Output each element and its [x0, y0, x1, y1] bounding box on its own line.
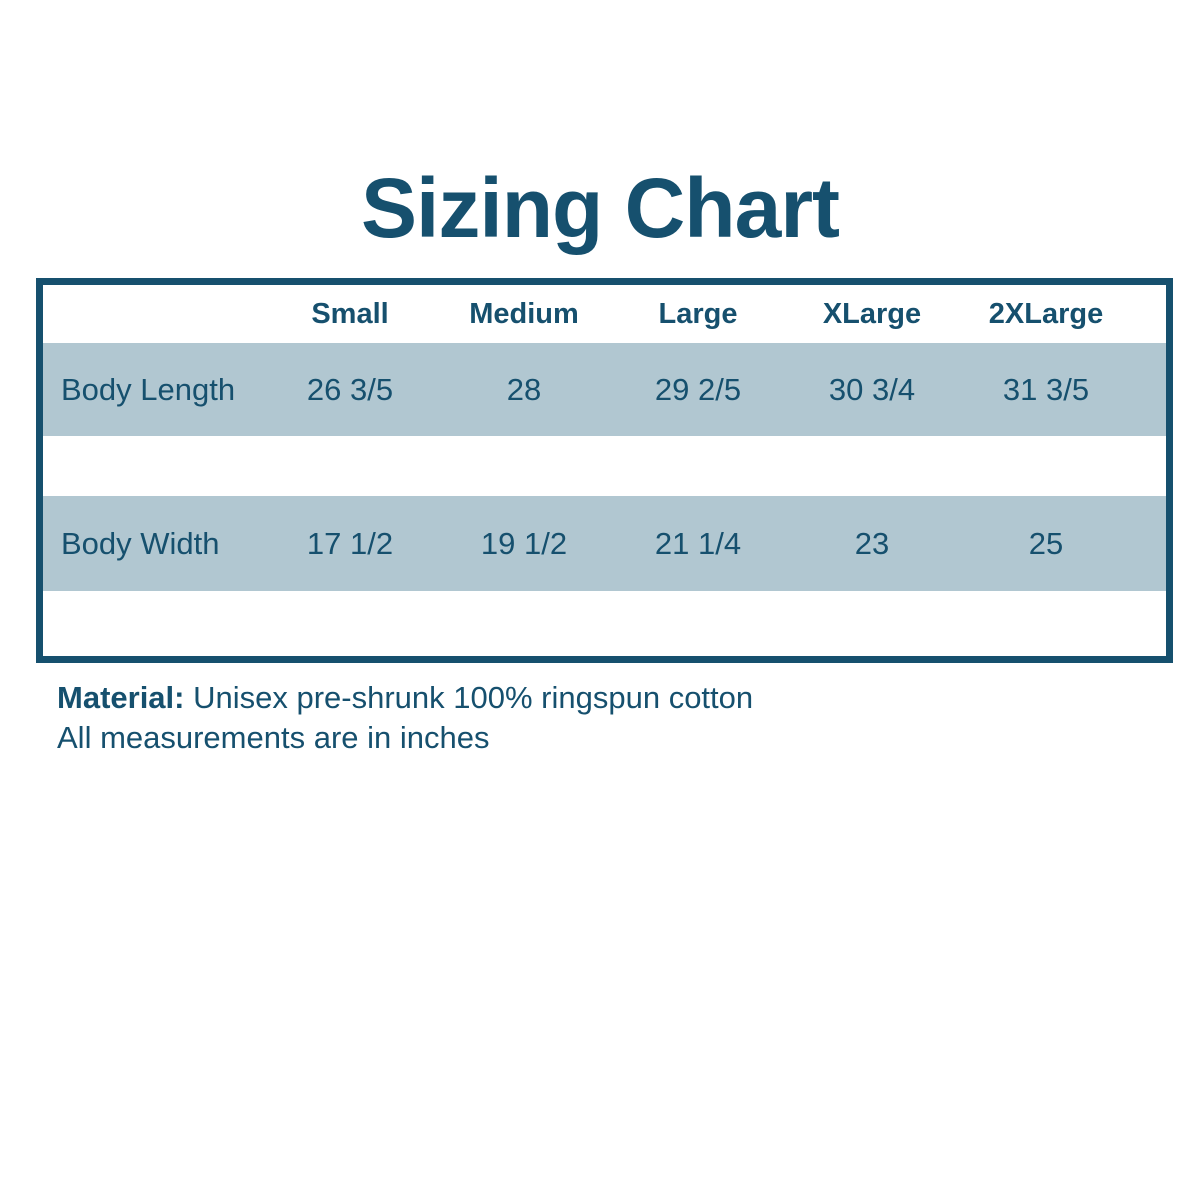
column-header-large: Large	[658, 297, 738, 330]
measurements-note: All measurements are in inches	[57, 720, 490, 755]
column-header-xlarge: XLarge	[822, 297, 922, 330]
body-length-2xlarge: 31 3/5	[1002, 371, 1090, 407]
row-label-body-width: Body Width	[61, 525, 220, 561]
body-length-small: 26 3/5	[306, 371, 394, 407]
table-row-body-length	[43, 343, 1166, 436]
material-value: Unisex pre-shrunk 100% ringspun cotton	[193, 680, 754, 715]
sizing-table	[36, 278, 1173, 663]
row-label-body-length: Body Length	[61, 371, 236, 407]
column-header-medium: Medium	[469, 297, 579, 330]
body-width-small: 17 1/2	[306, 525, 394, 561]
page-title: Sizing Chart	[360, 161, 839, 255]
body-width-xlarge: 23	[854, 525, 890, 561]
notes-block	[57, 678, 753, 758]
body-width-large: 21 1/4	[654, 525, 742, 561]
row-spacer	[43, 591, 1166, 656]
material-note	[57, 680, 753, 715]
column-header-2xlarge: 2XLarge	[988, 297, 1104, 330]
body-width-2xlarge: 25	[1028, 525, 1064, 561]
body-length-large: 29 2/5	[654, 371, 742, 407]
body-length-medium: 28	[506, 371, 542, 407]
column-header-small: Small	[311, 297, 389, 330]
material-label: Material:	[57, 680, 185, 715]
body-width-medium: 19 1/2	[480, 525, 568, 561]
body-length-xlarge: 30 3/4	[828, 371, 916, 407]
size-header-row	[43, 285, 1166, 343]
row-spacer	[43, 436, 1166, 496]
table-row-body-width	[43, 496, 1166, 591]
